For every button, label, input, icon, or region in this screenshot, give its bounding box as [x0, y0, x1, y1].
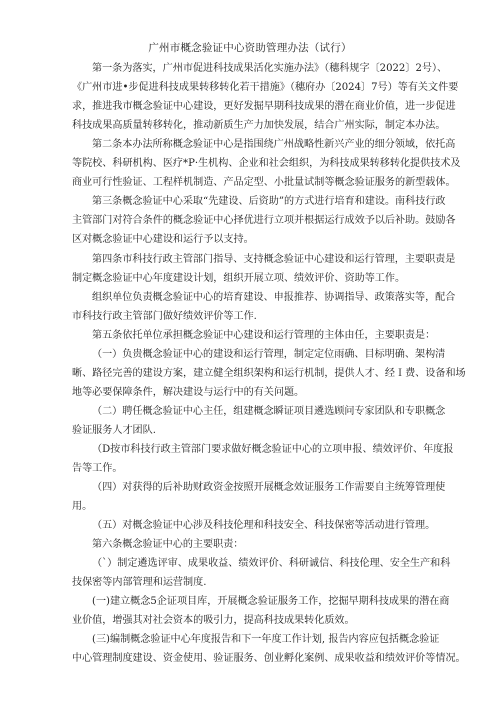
text-line: 市科技行政主管部门做好绩效评价等工作. — [72, 311, 257, 322]
text-line: 告等工作。 — [72, 463, 123, 474]
text-line: 地等必要保障条件，解决建设与运行中的有关问题。 — [72, 387, 305, 398]
document-title: 广州市概念验证中心资助管理办法（试行） — [148, 42, 352, 54]
text-line: 制定概念验证中心年度建设计划，组织开展立项、绩效评价、资助等工作。 — [72, 273, 406, 284]
text-line: 第六条概念验证中心的主要职责： — [92, 539, 244, 550]
text-line: 第五条依托单位承担概念验证中心建设和运行管理的主体由任，主要职责是： — [92, 330, 436, 341]
text-line: （`）制定遴选评审、成果收益、绩效评价、科研诚信、科技伦理、安全生产和科 — [92, 558, 451, 569]
text-line: 第三条概念验证中心采取“先建设、后资助”的方式进行培育和建设。南科技行政 — [92, 196, 446, 207]
text-line: 技保密等内部管理和运营制度. — [72, 577, 207, 588]
text-line: (一)建立概念5企证项目库，开展概念验证服务工作，挖掘早期科技成果的潜在商 — [92, 596, 450, 607]
text-line: 用。 — [72, 501, 93, 512]
text-line: （二）聘任概念验证中心主任，组建概念瞬证项目遴选顾问专家团队和专职概念 — [92, 406, 446, 417]
text-line: 商业可行性验证、工程样机制造、产品定型、小批量试制等概念验证服务的新型载体。 — [72, 177, 456, 188]
text-line: 第四条市科技行政主管部门指导、支持概念验证中心建设和运行管理，主要职责是 — [92, 254, 456, 265]
text-line: （D按市科技行政主管部门要求做好概念验证中心的立项申报、绩效评价、年度报 — [92, 444, 454, 455]
text-line: 主管部门对符合条件的概念验证中心择优进行立项并根据运行成效予以后补助。鼓励各 — [72, 215, 456, 226]
text-line: 《广州市进•步促进科技成果转移转化若干措施》（穗府办〔2024〕7号）等有关文件要 — [72, 82, 459, 93]
text-line: 验证服务人才团队. — [72, 425, 156, 436]
text-line: 区对概念验证中心建设和运行予以支持。 — [72, 234, 254, 245]
text-line: (三)编制概念验证中心年度报告和下一年度工作计划, 报告内容应包括概念验证 — [92, 634, 440, 645]
text-line: 晰、路径完善的建设方案，建立健全组织架构和运行机制，提供人才、经Ｉ费、设备和场 — [72, 368, 466, 379]
text-line: （五）对概念验证中心涉及科技伦理和科技安全、科技保密等活动进行管理。 — [92, 520, 436, 531]
text-line: 业价值，增强其对社会资本的吸引力，提高科技成果转化质效。 — [72, 615, 355, 626]
text-line: 第二条本办法所称概念验证中心是指围绕广州战略性新兴产业的细分领域，依托高 — [92, 139, 456, 150]
text-line: 组织单位负责概念验证中心的培育建设、申报推荐、协调指导、政策落实等，配合 — [92, 292, 456, 303]
text-line: 等院校、科研机构、医疗*P·生机构、企业和社会组织，为科技成果转移转化提供技术及 — [72, 158, 461, 169]
text-line: （四）对获得的后补助财政资金按照开展概念效证服务工作需要自主统筹管理使 — [92, 482, 446, 493]
text-line: 中心管理制度建设、资金使用、验证服务、创业孵化案例、成果收益和绩效评价等情况。 — [72, 653, 466, 664]
text-line: （一）负贵概念验证中心的建设和运行管理，制定定位雨确、目标明确、架构清 — [92, 349, 446, 360]
text-line: 科技成果高质量转移转化，推动新质生产力加快发展，结合广州实际，制定本办法。 — [72, 120, 446, 131]
text-line: 求，推进我市概念验证中心建设，更好发掘早期科技成果的潜在商业价值，进一步促进 — [72, 101, 456, 112]
text-line: 第一条为落实，广州市促进科技成果活化实施办法》（穗科规字〔2022〕2号）、 — [92, 63, 448, 74]
